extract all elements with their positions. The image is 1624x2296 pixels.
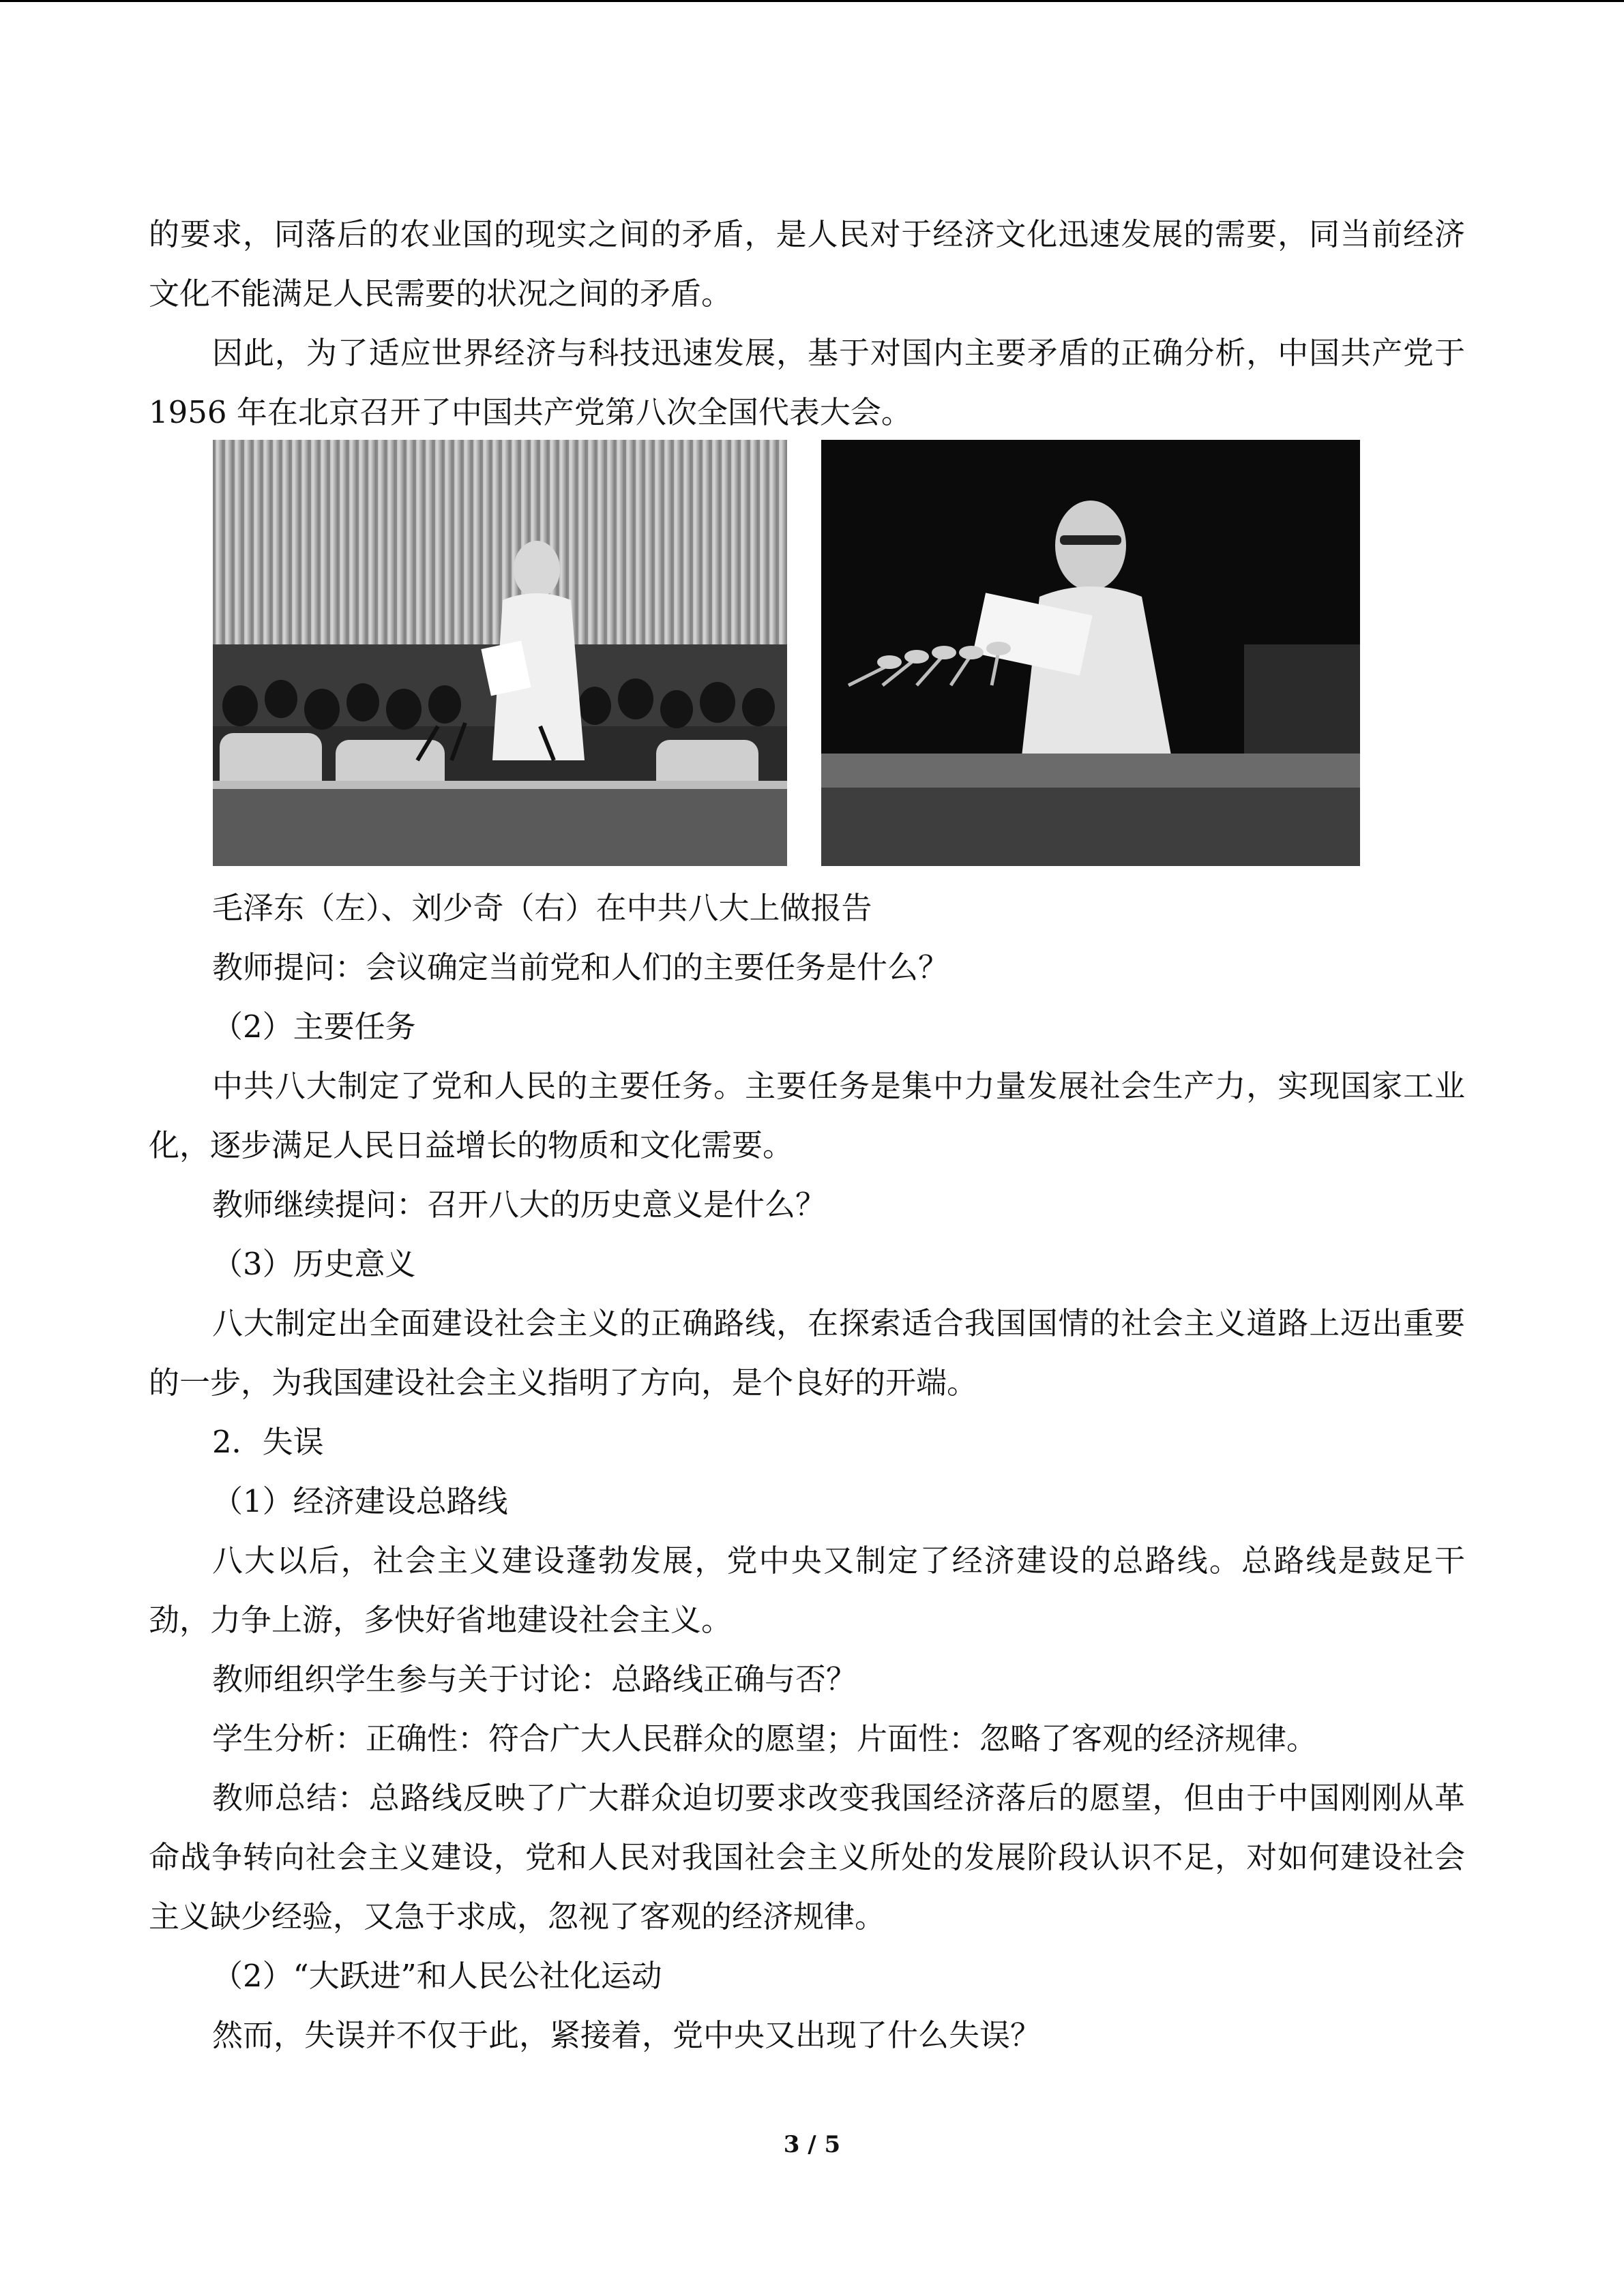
top-border-line: [0, 0, 1624, 2]
body-text: [149, 878, 1465, 2065]
figure-photos: [213, 440, 1359, 866]
student-analysis: 学生分析：正确性：符合广大人民群众的愿望；片面性：忽略了客观的经济规律。: [212, 1720, 1318, 1757]
heading-historical-meaning: （3）历史意义: [212, 1246, 416, 1282]
photo-liu-report: [821, 440, 1360, 866]
paragraph-eighth-congress: 因此，为了适应世界经济与科技迅速发展，基于对国内主要矛盾的正确分析，中国共产党于 1956 年在北京召开了中国共产党第八次全国代表大会。: [149, 335, 1465, 430]
intro-text: [149, 205, 1465, 442]
heading-mistakes: 2．失误: [212, 1424, 324, 1460]
paragraph-general-line: 八大以后，社会主义建设蓬勃发展，党中央又制定了经济建设的总路线。总路线是鼓足干劲，力争上游，多快好省地建设社会主义。: [149, 1542, 1465, 1638]
paragraph-historical-meaning: 八大制定出全面建设社会主义的正确路线，在探索适合我国国情的社会主义道路上迈出重要的一步，为我国建设社会主义指明了方向，是个良好的开端。: [149, 1305, 1465, 1401]
paragraph-main-task: 中共八大制定了党和人民的主要任务。主要任务是集中力量发展社会生产力，实现国家工业化，逐步满足人民日益增长的物质和文化需要。: [149, 1068, 1465, 1163]
paragraph-contradiction: 的要求，同落后的农业国的现实之间的矛盾，是人民对于经济文化迅速发展的需要，同当前经济文化不能满足人民需要的状况之间的矛盾。: [149, 216, 1465, 312]
teacher-question-1: 教师提问：会议确定当前党和人们的主要任务是什么？: [212, 949, 949, 985]
heading-great-leap: （2）“大跃进”和人民公社化运动: [212, 1958, 662, 1994]
paragraph-great-leap: 然而，失误并不仅于此，紧接着，党中央又出现了什么失误？: [212, 2017, 1042, 2053]
heading-general-line: （1）经济建设总路线: [212, 1483, 508, 1519]
figure-caption: 毛泽东（左）、刘少奇（右）在中共八大上做报告: [212, 890, 872, 926]
teacher-question-2: 教师继续提问：召开八大的历史意义是什么？: [212, 1187, 827, 1223]
teacher-summary: 教师总结：总路线反映了广大群众迫切要求改变我国经济落后的愿望，但由于中国刚刚从革命战争转向社会主义建设，党和人民对我国社会主义所处的发展阶段认识不足，对如何建设社会主义缺少经验，又急于求成，忽视了客观的经济规律。: [149, 1780, 1465, 1935]
teacher-discussion: 教师组织学生参与关于讨论：总路线正确与否？: [212, 1661, 857, 1697]
heading-main-task: （2）主要任务: [212, 1009, 416, 1045]
photo-mao-report: [213, 440, 787, 866]
page-number: 3 / 5: [783, 2131, 841, 2158]
